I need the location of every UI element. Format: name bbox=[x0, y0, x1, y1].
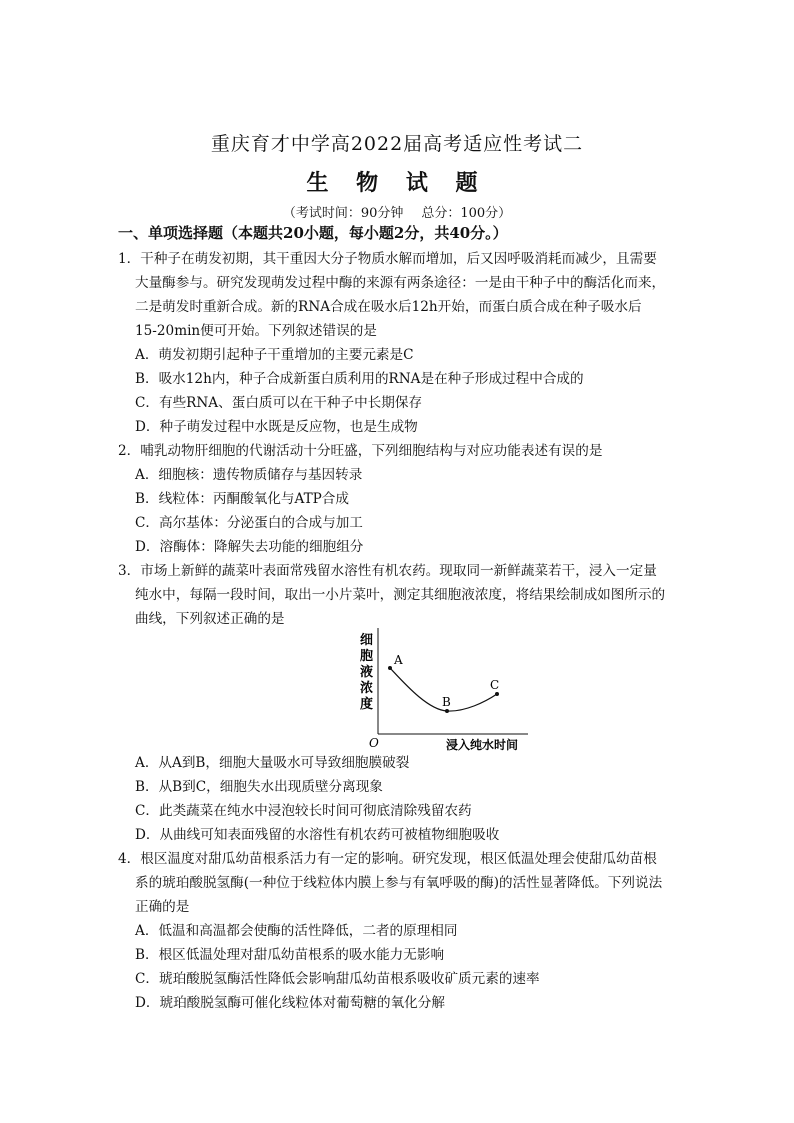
question-2-line-1: 2．哺乳动物肝细胞的代谢活动十分旺盛，下列细胞结构与对应功能表述有误的是 bbox=[118, 443, 603, 459]
question-4-line-1: 4．根区温度对甜瓜幼苗根系活力有一定的影响。研究发现，根区低温处理会使甜瓜幼苗根 bbox=[118, 851, 657, 867]
point-a-label: A bbox=[394, 653, 403, 667]
question-3-option-c: C．此类蔬菜在纯水中浸泡较长时间可彻底清除残留农药 bbox=[135, 803, 472, 819]
figure-ylabel-2: 胞 bbox=[360, 649, 374, 664]
section-heading: 一、单项选择题（本题共20小题，每小题2分，共40分。） bbox=[118, 224, 508, 242]
question-4-line-2: 系的琥珀酸脱氢酶(一种位于线粒体内膜上参与有氧呼吸的酶)的活性显著降低。下列说法 bbox=[135, 875, 663, 891]
figure-ylabel-5: 度 bbox=[360, 697, 374, 712]
question-3-line-1: 3．市场上新鲜的蔬菜叶表面常残留水溶性有机农药。现取同一新鲜蔬菜若干，浸入一定量 bbox=[118, 563, 657, 579]
question-1-line-2: 大量酶参与。研究发现萌发过程中酶的来源有两条途径：一是由干种子中的酶活化而来， bbox=[135, 275, 666, 291]
subject-title: 生 物 试 题 bbox=[306, 170, 488, 196]
question-3-line-3: 曲线，下列叙述正确的是 bbox=[135, 611, 285, 627]
question-3-line-2: 纯水中，每隔一段时间，取出一小片菜叶，测定其细胞液浓度，将结果绘制成如图所示的 bbox=[135, 587, 666, 603]
question-4-option-b: B．根区低温处理对甜瓜幼苗根系的吸水能力无影响 bbox=[135, 947, 445, 963]
question-1-option-b: B．吸水12h内，种子合成新蛋白质利用的RNA是在种子形成过程中合成的 bbox=[135, 371, 584, 387]
question-4-line-3: 正确的是 bbox=[135, 899, 190, 915]
question-2-option-d: D．溶酶体：降解失去功能的细胞组分 bbox=[135, 539, 364, 555]
exam-title: 重庆育才中学高2022届高考适应性考试二 bbox=[210, 133, 584, 155]
question-4-option-a: A．低温和高温都会使酶的活性降低，二者的原理相同 bbox=[135, 923, 458, 939]
exam-time: （考试时间：90分钟 bbox=[282, 206, 404, 221]
exam-meta bbox=[0, 202, 794, 221]
point-a-marker bbox=[388, 666, 392, 670]
figure-xlabel: 浸入纯水时间 bbox=[446, 738, 519, 752]
question-4-option-c: C．琥珀酸脱氢酶活性降低会影响甜瓜幼苗根系吸收矿质元素的速率 bbox=[135, 971, 540, 987]
figure-ylabel-3: 液 bbox=[360, 665, 374, 680]
concentration-curve-figure bbox=[350, 626, 550, 756]
figure-origin: O bbox=[369, 736, 379, 750]
figure-ylabel-4: 浓 bbox=[360, 681, 374, 696]
question-2-option-c: C．高尔基体：分泌蛋白的合成与加工 bbox=[135, 515, 363, 531]
point-b-marker bbox=[445, 709, 449, 713]
question-1-line-4: 15-20min便可开始。下列叙述错误的是 bbox=[135, 323, 377, 339]
exam-score: 总分：100分） bbox=[421, 206, 512, 221]
point-c-label: C bbox=[490, 678, 500, 692]
figure-ylabel-1: 细 bbox=[360, 633, 374, 648]
question-4-option-d: D．琥珀酸脱氢酶可催化线粒体对葡萄糖的氧化分解 bbox=[135, 995, 445, 1011]
question-3-option-b: B．从B到C，细胞失水出现质壁分离现象 bbox=[135, 779, 383, 795]
question-1-option-a: A．萌发初期引起种子干重增加的主要元素是C bbox=[135, 347, 414, 363]
question-2-option-b: B．线粒体：丙酮酸氧化与ATP合成 bbox=[135, 491, 349, 507]
question-3-option-a: A．从A到B，细胞大量吸水可导致细胞膜破裂 bbox=[135, 755, 410, 771]
question-3-option-d: D．从曲线可知表面残留的水溶性有机农药可被植物细胞吸收 bbox=[135, 827, 500, 843]
question-1-option-c: C．有些RNA、蛋白质可以在干种子中长期保存 bbox=[135, 395, 423, 411]
point-b-label: B bbox=[442, 695, 451, 709]
question-1-line-3: 二是萌发时重新合成。新的RNA合成在吸水后12h开始，而蛋白质合成在种子吸水后 bbox=[135, 299, 642, 315]
question-1-line-1: 1．干种子在萌发初期，其干重因大分子物质水解而增加，后又因呼吸消耗而减少，且需要 bbox=[118, 251, 657, 267]
point-c-marker bbox=[495, 692, 499, 696]
question-2-option-a: A．细胞核：遗传物质储存与基因转录 bbox=[135, 467, 363, 483]
question-1-option-d: D．种子萌发过程中水既是反应物，也是生成物 bbox=[135, 419, 418, 435]
